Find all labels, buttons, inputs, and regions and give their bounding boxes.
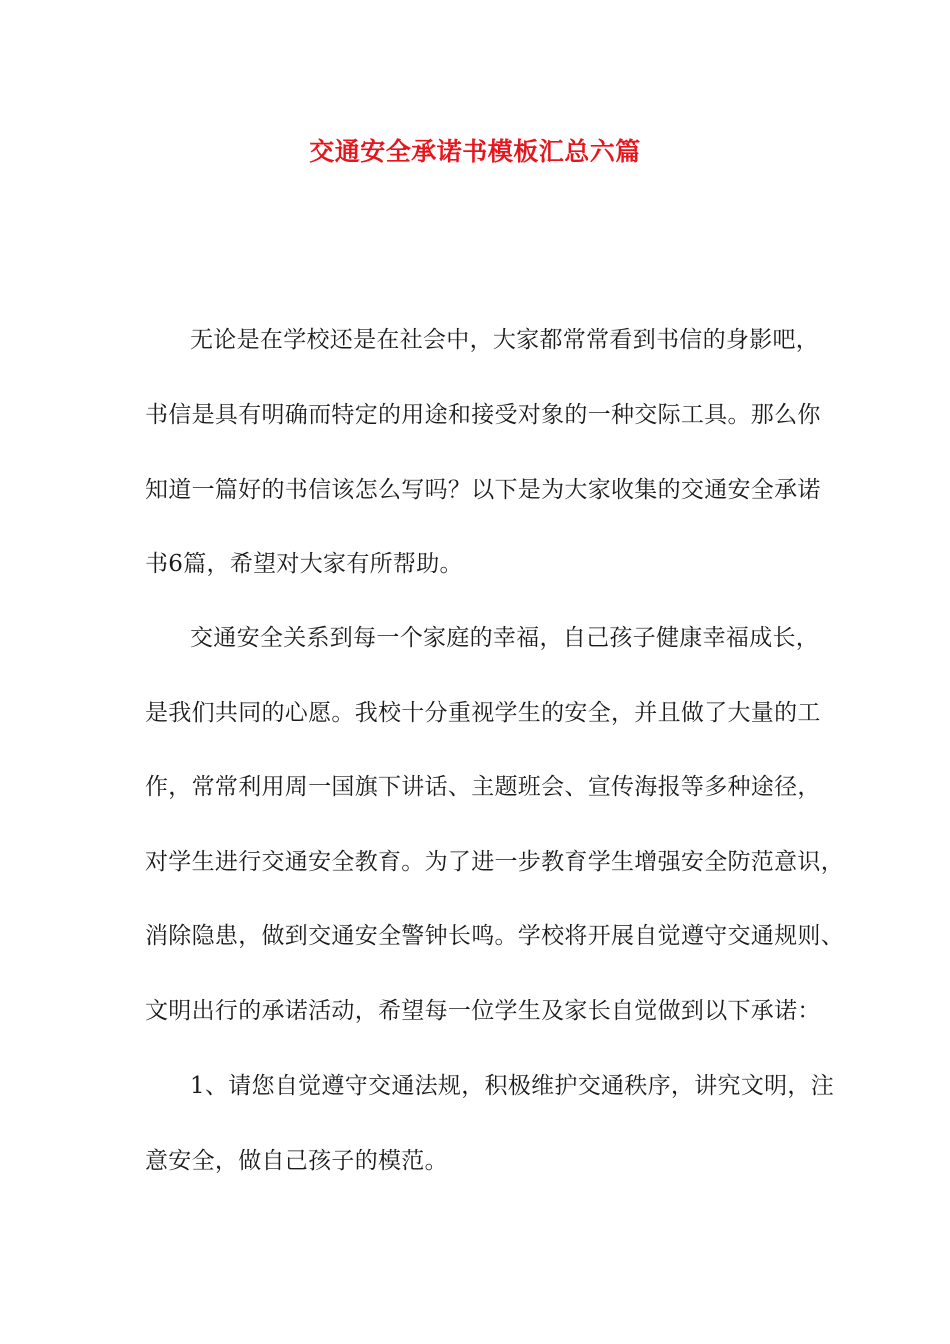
paragraph-1-line-2: 书信是具有明确而特定的用途和接受对象的一种交际工具。那么你	[145, 402, 821, 428]
paragraph-3-line-2: 意安全，做自己孩子的模范。	[145, 1148, 448, 1174]
paragraph-2-line-3: 作，常常利用周一国旗下讲话、主题班会、宣传海报等多种途径，	[145, 774, 821, 800]
paragraph-1-line-1: 无论是在学校还是在社会中，大家都常常看到书信的身影吧，	[190, 327, 820, 353]
paragraph-2-line-4: 对学生进行交通安全教育。为了进一步教育学生增强安全防范意识，	[145, 849, 844, 875]
paragraph-1-line-3: 知道一篇好的书信该怎么写吗？以下是为大家收集的交通安全承诺	[145, 477, 821, 503]
paragraph-2-line-2: 是我们共同的心愿。我校十分重视学生的安全，并且做了大量的工	[145, 700, 821, 726]
paragraph-2-line-1: 交通安全关系到每一个家庭的幸福，自己孩子健康幸福成长，	[190, 625, 820, 651]
paragraph-2-line-6: 文明出行的承诺活动，希望每一位学生及家长自觉做到以下承诺：	[145, 998, 821, 1024]
paragraph-3-line-1: 1、请您自觉遵守交通法规，积极维护交通秩序，讲究文明，注	[190, 1073, 835, 1099]
paragraph-1-line-4: 书6篇，希望对大家有所帮助。	[145, 551, 463, 577]
document-title: 交通安全承诺书模板汇总六篇	[309, 137, 641, 166]
paragraph-2-line-5: 消除隐患，做到交通安全警钟长鸣。学校将开展自觉遵守交通规则、	[145, 923, 844, 949]
